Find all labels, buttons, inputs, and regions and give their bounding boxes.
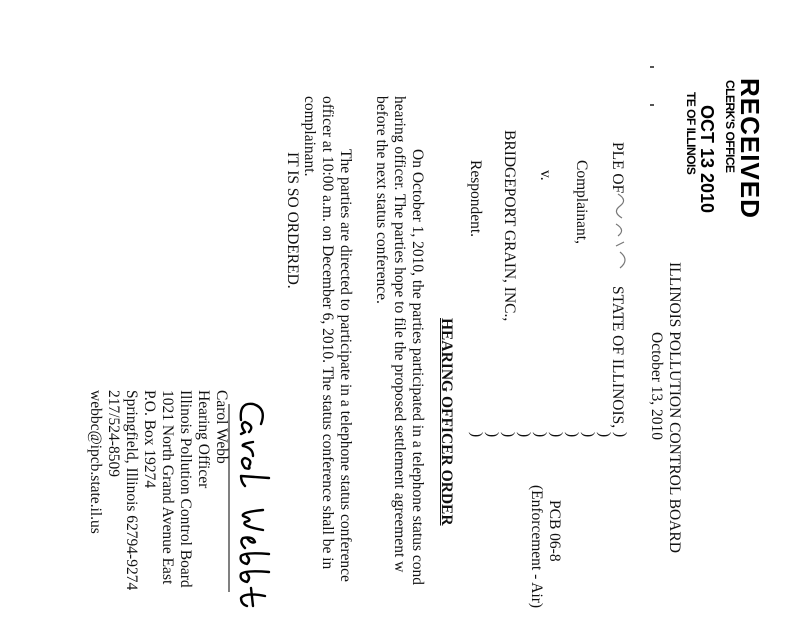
signature-city: Springfield, Illinois 62794-9274 (123, 390, 140, 591)
closing-statement: IT IS SO ORDERED. (284, 152, 301, 289)
received-stamp-office: CLERK'S OFFICE (723, 80, 737, 173)
caption-parenthesis: ) (612, 432, 629, 438)
paragraph-2-line: complainant. (301, 96, 318, 177)
board-name: ILLINOIS POLLUTION CONTROL BOARD (666, 262, 683, 553)
paragraph-2-line: The parties are directed to participate in a telephone status conference (337, 149, 354, 582)
header-date: October 13, 2010 (648, 332, 665, 441)
received-stamp-date: OCT 13 2010 (697, 105, 717, 214)
redacted-scribble (610, 190, 632, 285)
caption-parenthesis: ) (580, 432, 597, 438)
caption-parenthesis: ) (548, 432, 565, 438)
versus: v. (537, 170, 554, 181)
signature-phone: 217/524-8509 (105, 390, 122, 477)
paragraph-1-line: On October 1, 2010, the parties participated in a telephone status cond (409, 149, 426, 586)
scan-speck (650, 104, 654, 106)
caption-parenthesis: ) (468, 432, 485, 438)
order-title: HEARING OFFICER ORDER (438, 318, 455, 526)
defendant-role: Respondent. (467, 160, 484, 238)
paragraph-1-line: hearing officer. The parties hope to file the proposed settlement agreement w (391, 96, 408, 573)
scan-speck (650, 66, 654, 68)
plaintiff-end: STATE OF ILLINOIS, (609, 286, 626, 429)
defendant-name: BRIDGEPORT GRAIN, INC., (501, 130, 518, 322)
paragraph-1-line: before the next status conference. (373, 96, 390, 304)
signature-title: Hearing Officer (195, 390, 212, 489)
received-stamp-state: TE OF ILLINOIS (684, 92, 698, 175)
caption-parenthesis: ) (564, 432, 581, 438)
signature-organization: Illinois Pollution Control Board (177, 390, 194, 588)
signature-po-box: P.O. Box 19274 (141, 390, 158, 489)
caption-parenthesis: ) (596, 432, 613, 438)
caption-parenthesis: ) (532, 432, 549, 438)
received-stamp-title: RECEIVED (735, 78, 765, 219)
case-type: (Enforcement - Air) (528, 485, 545, 609)
caption-parenthesis: ) (500, 432, 517, 438)
signature-email: webbc@ipcb.state.il.us (87, 390, 104, 534)
signature-street: 1021 North Grand Avenue East (159, 390, 176, 585)
handwritten-signature (225, 392, 275, 622)
paragraph-2-line: officer at 10:00 a.m. on December 6, 2010. The status conference shall be in (319, 96, 336, 570)
plaintiff-role: Complainant, (573, 160, 590, 244)
plaintiff-start: PLE OF (609, 142, 626, 194)
caption-parenthesis: ) (484, 432, 501, 438)
case-number: PCB 06-8 (546, 500, 563, 562)
caption-parenthesis: ) (516, 432, 533, 438)
signature-name: Carol Webb (213, 390, 230, 464)
